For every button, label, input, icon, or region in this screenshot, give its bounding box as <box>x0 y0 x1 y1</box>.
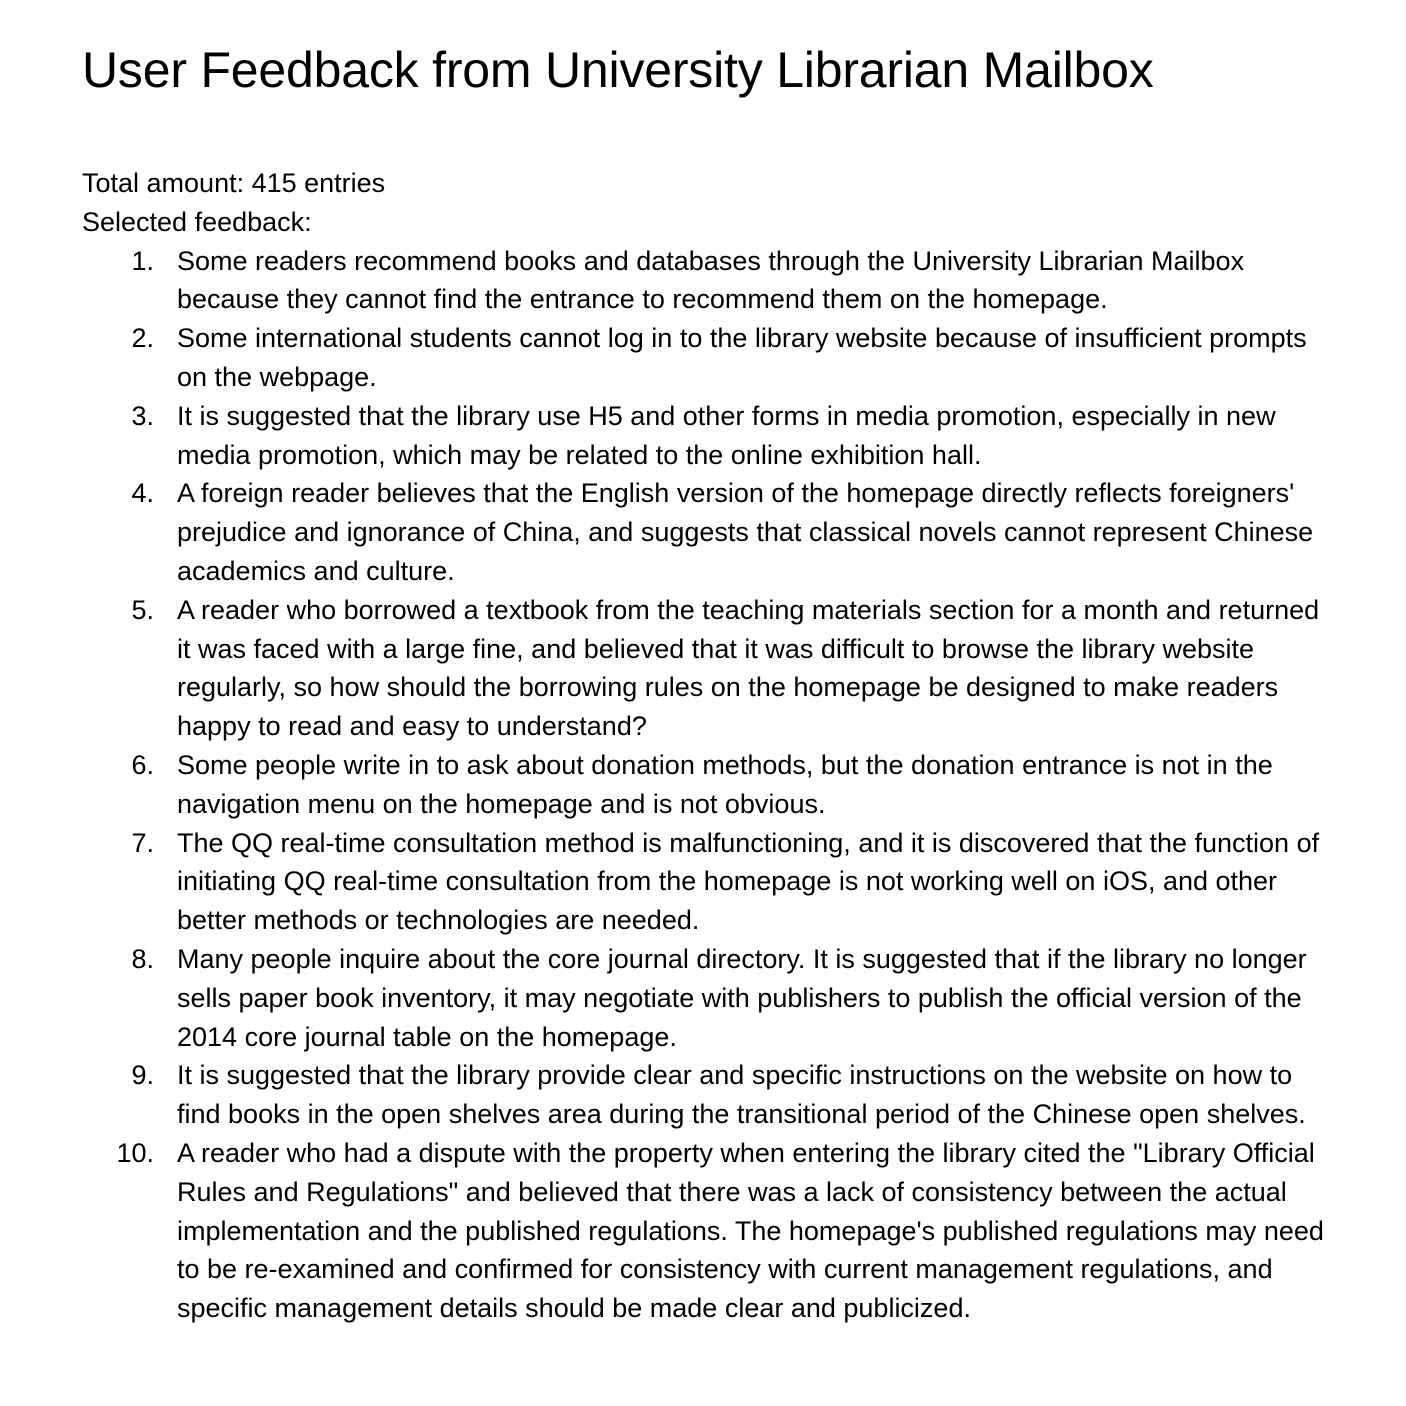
item-number: 6. <box>131 749 154 780</box>
list-item <box>82 474 1332 590</box>
item-number: 2. <box>131 323 154 354</box>
total-amount: Total amount: 415 entries <box>82 168 386 198</box>
list-item <box>82 319 1332 397</box>
item-text: Many people inquire about the core journal directory. It is suggested that if the library no longer sells paper book inventory, it may negotiate with publishers to publish the official version of the 2014 core journal table on the homepage. <box>177 943 1307 1052</box>
list-item <box>82 1134 1332 1328</box>
item-text: Some people write in to ask about donation methods, but the donation entrance is not in the navigation menu on the homepage and is not obvious. <box>177 749 1273 819</box>
item-number: 4. <box>131 478 154 509</box>
item-text: It is suggested that the library use H5 and other forms in media promotion, especially in new media promotion, which may be related to the online exhibition hall. <box>177 400 1276 470</box>
item-number: 1. <box>131 245 154 276</box>
summary <box>82 164 1332 242</box>
list-item <box>82 746 1332 824</box>
item-text: The QQ real-time consultation method is malfunctioning, and it is discovered that the function of initiating QQ real-time consultation from the homepage is not working well on iOS, and other better methods or technologies are needed. <box>177 827 1320 936</box>
item-text: Some readers recommend books and databases through the University Librarian Mailbox because they cannot find the entrance to recommend them on the homepage. <box>177 245 1245 315</box>
item-text: A reader who borrowed a textbook from the teaching materials section for a month and returned it was faced with a large fine, and believed that it was difficult to browse the library website regularly, so how should the borrowing rules on the homepage be designed to make readers happy to read and easy to understand? <box>177 594 1320 742</box>
item-text: A foreign reader believes that the English version of the homepage directly reflects foreigners' prejudice and ignorance of China, and suggests that classical novels cannot represent Chinese academics and culture. <box>177 478 1314 586</box>
list-item <box>82 940 1332 1056</box>
item-text: It is suggested that the library provide clear and specific instructions on the website on how to find books in the open shelves area during the transitional period of the Chinese open shelves. <box>177 1060 1306 1130</box>
item-number: 10. <box>116 1137 154 1168</box>
feedback-list <box>82 242 1332 1328</box>
item-number: 3. <box>131 400 154 431</box>
list-item <box>82 591 1332 746</box>
page-title: User Feedback from University Librarian Mailbox <box>82 42 1154 98</box>
list-item <box>82 824 1332 940</box>
item-number: 8. <box>131 943 154 974</box>
item-number: 9. <box>131 1060 154 1091</box>
list-item <box>82 242 1332 320</box>
item-text: Some international students cannot log in to the library website because of insufficient prompts on the webpage. <box>177 323 1307 392</box>
list-item <box>82 1056 1332 1134</box>
item-text: A reader who had a dispute with the property when entering the library cited the "Library Official Rules and Regulations" and believed that there was a lack of consistency between the actual implementation and the published regulations. The homepage's published regulations may need to be re-examined and confirmed for consistency with current management regulations, and specific management details should be made clear and publicized. <box>177 1137 1324 1324</box>
document <box>82 38 1332 1328</box>
item-number: 5. <box>131 594 154 625</box>
item-number: 7. <box>131 827 154 858</box>
selected-feedback-label: Selected feedback: <box>82 206 312 237</box>
list-item <box>82 397 1332 475</box>
